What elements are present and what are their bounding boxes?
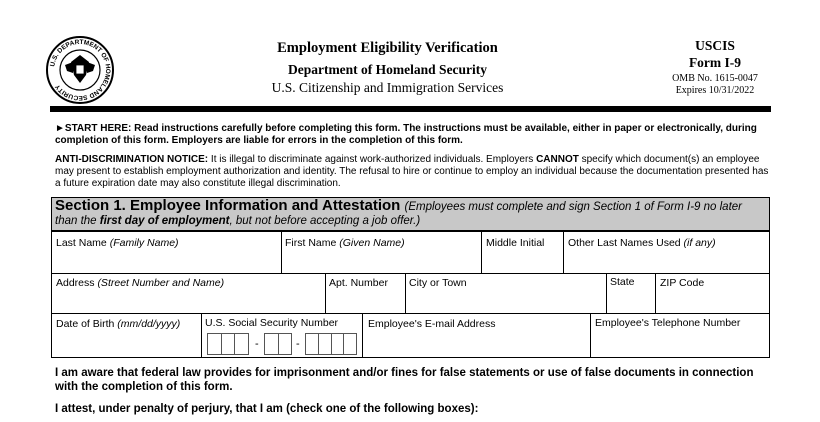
form-title: Employment Eligibility Verification [277, 40, 498, 56]
employee-info-grid [51, 231, 770, 358]
col-divider [563, 232, 564, 273]
col-divider [201, 313, 202, 357]
anti-cannot: CANNOT [536, 154, 579, 165]
first-name-hint: (Given Name) [339, 237, 405, 249]
section1-desc-3: , but not before accepting a job offer.) [229, 215, 421, 227]
last-name-hint: (Family Name) [109, 237, 179, 249]
section1-title [55, 198, 767, 215]
department-name: Department of Homeland Security [287, 62, 488, 77]
first-name-label: First Name [285, 237, 340, 249]
dob-hint: (mm/dd/yyyy) [117, 318, 181, 330]
middle-initial-field[interactable]: Middle Initial [486, 237, 545, 249]
col-divider [655, 273, 656, 313]
address-label: Address [56, 277, 98, 289]
col-divider [481, 232, 482, 273]
other-names-field[interactable] [568, 237, 716, 249]
form-number: Form I-9 [688, 55, 742, 70]
section1-desc-2: than the [55, 215, 100, 227]
col-divider [405, 273, 406, 313]
zip-code-field[interactable]: ZIP Code [660, 277, 705, 289]
col-divider [362, 313, 363, 357]
anti-text-2: specify which document(s) an employee may present to establish employment authorization and identity. The refusal to hire or continue to employ an individual because the documentation presented has a future expiration date may also constitute illegal discrimination. [55, 154, 769, 189]
dob-label: Date of Birth [56, 318, 118, 330]
penalty-awareness-text: I am aware that federal law provides for imprisonment and/or fines for false statements or use of false documents in connection with the completion of this form. [55, 367, 754, 393]
last-name-field[interactable] [56, 237, 179, 249]
other-names-label: Other Last Names Used [568, 237, 684, 249]
email-field[interactable]: Employee's E-mail Address [368, 318, 496, 330]
start-here-notice: ►START HERE: Read instructions carefully before completing this form. The instructions must be available, either in paper or electronically, during completion of this form. Employers are liable for errors in the completion of this form. [55, 123, 757, 146]
state-field[interactable]: State [610, 276, 635, 288]
expiration-date: Expires 10/31/2022 [675, 85, 755, 96]
section1-desc-1: (Employees must complete and sign Section 1 of Form I-9 no later [404, 201, 742, 213]
col-divider [281, 232, 282, 273]
city-field[interactable]: City or Town [409, 277, 467, 289]
attestation-text: I attest, under penalty of perjury, that I am (check one of the following boxes): [55, 403, 479, 415]
ssn-serial-input[interactable] [305, 333, 357, 355]
ssn-dash: - [255, 338, 259, 350]
dhs-seal-icon [45, 35, 115, 105]
section1-desc-line2 [55, 214, 767, 229]
address-hint: (Street Number and Name) [97, 277, 225, 289]
seal-text: U.S. DEPARTMENT OF HOMELAND SECURITY [49, 38, 112, 102]
omb-number: OMB No. 1615-0047 [672, 73, 758, 84]
dob-field[interactable] [56, 318, 180, 330]
address-field[interactable] [56, 277, 224, 289]
ssn-area-input[interactable] [207, 333, 249, 355]
col-divider [606, 273, 607, 313]
phone-field[interactable]: Employee's Telephone Number [595, 317, 741, 329]
first-name-field[interactable] [285, 237, 405, 249]
other-names-hint: (if any) [683, 237, 716, 249]
last-name-label: Last Name [56, 237, 110, 249]
ssn-label: U.S. Social Security Number [205, 317, 339, 329]
section1-desc-bold: first day of employment [99, 215, 230, 227]
row-divider [52, 273, 769, 274]
ssn-group-input[interactable] [264, 333, 292, 355]
agency-name: U.S. Citizenship and Immigration Services [271, 80, 504, 95]
anti-label: ANTI-DISCRIMINATION NOTICE: [55, 154, 209, 165]
section1-heading: Section 1. Employee Information and Attestation [55, 197, 401, 214]
ssn-dash: - [296, 338, 300, 350]
col-divider [590, 313, 591, 357]
col-divider [325, 273, 326, 313]
row-divider [52, 313, 769, 314]
anti-text-1: It is illegal to discriminate against work-authorized individuals. Employers [208, 154, 537, 165]
apt-number-field[interactable]: Apt. Number [329, 277, 388, 289]
header-divider [50, 106, 771, 112]
agency-short: USCIS [695, 38, 735, 53]
anti-discrimination-notice [55, 154, 770, 190]
